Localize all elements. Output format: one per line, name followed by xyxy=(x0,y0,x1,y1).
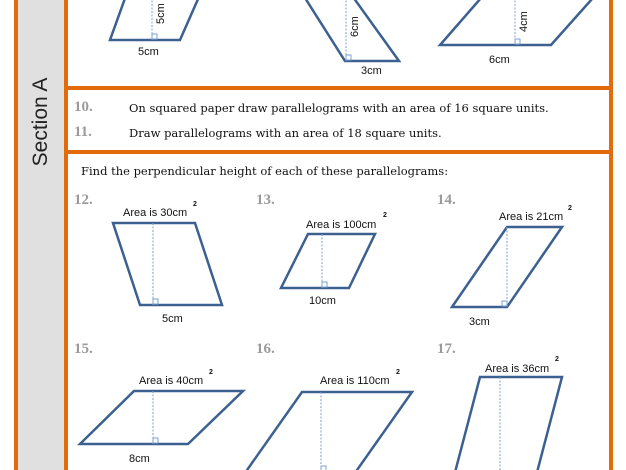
problem-number-16: 16. xyxy=(256,341,275,357)
parallelogram-12 xyxy=(113,223,222,305)
base-label-9: 6cm xyxy=(489,54,510,66)
area-label-16: Area is 110cm xyxy=(320,375,390,387)
base-label-13: 10cm xyxy=(309,295,336,307)
area-label-15: Area is 40cm xyxy=(139,375,204,387)
area-label-17: Area is 36cm xyxy=(485,363,550,375)
area-label-13: Area is 100cm xyxy=(306,219,377,231)
area-exponent-13: 2 xyxy=(383,212,387,219)
problem-number-13: 13. xyxy=(256,192,275,208)
problem-number-12: 12. xyxy=(74,192,93,208)
area-exponent-12: 2 xyxy=(193,201,197,208)
area-label-14: Area is 21cm xyxy=(499,211,564,223)
section-label: Section A xyxy=(29,77,52,167)
parallelogram-16 xyxy=(240,392,412,470)
height-label-9: 4cm xyxy=(518,11,530,32)
parallelogram-13 xyxy=(281,234,375,288)
parallelogram-17 xyxy=(453,377,562,470)
height-label-7: 5cm xyxy=(155,3,167,24)
question-number-11: 11. xyxy=(74,124,92,140)
problem-number-17: 17. xyxy=(437,341,456,357)
area-exponent-15: 2 xyxy=(209,369,213,376)
height-label-8: 6cm xyxy=(349,16,361,37)
question-text-11: Draw parallelograms with an area of 18 square units. xyxy=(129,126,442,140)
area-exponent-14: 2 xyxy=(568,205,572,212)
area-exponent-16: 2 xyxy=(396,369,400,376)
base-label-7: 5cm xyxy=(138,46,159,58)
base-label-12: 5cm xyxy=(162,313,183,325)
parallelogram-15 xyxy=(80,391,243,444)
area-exponent-17: 2 xyxy=(555,356,559,363)
area-label-12: Area is 30cm xyxy=(123,207,188,219)
base-label-14: 3cm xyxy=(469,316,490,328)
problem-number-15: 15. xyxy=(74,341,93,357)
instruction-text: Find the perpendicular height of each of these parallelograms: xyxy=(81,164,449,178)
base-label-15: 8cm xyxy=(129,453,150,465)
problem-number-14: 14. xyxy=(437,192,456,208)
question-text-10: On squared paper draw parallelograms with an area of 16 square units. xyxy=(129,101,549,115)
question-number-10: 10. xyxy=(74,99,93,115)
base-label-8: 3cm xyxy=(361,65,382,77)
